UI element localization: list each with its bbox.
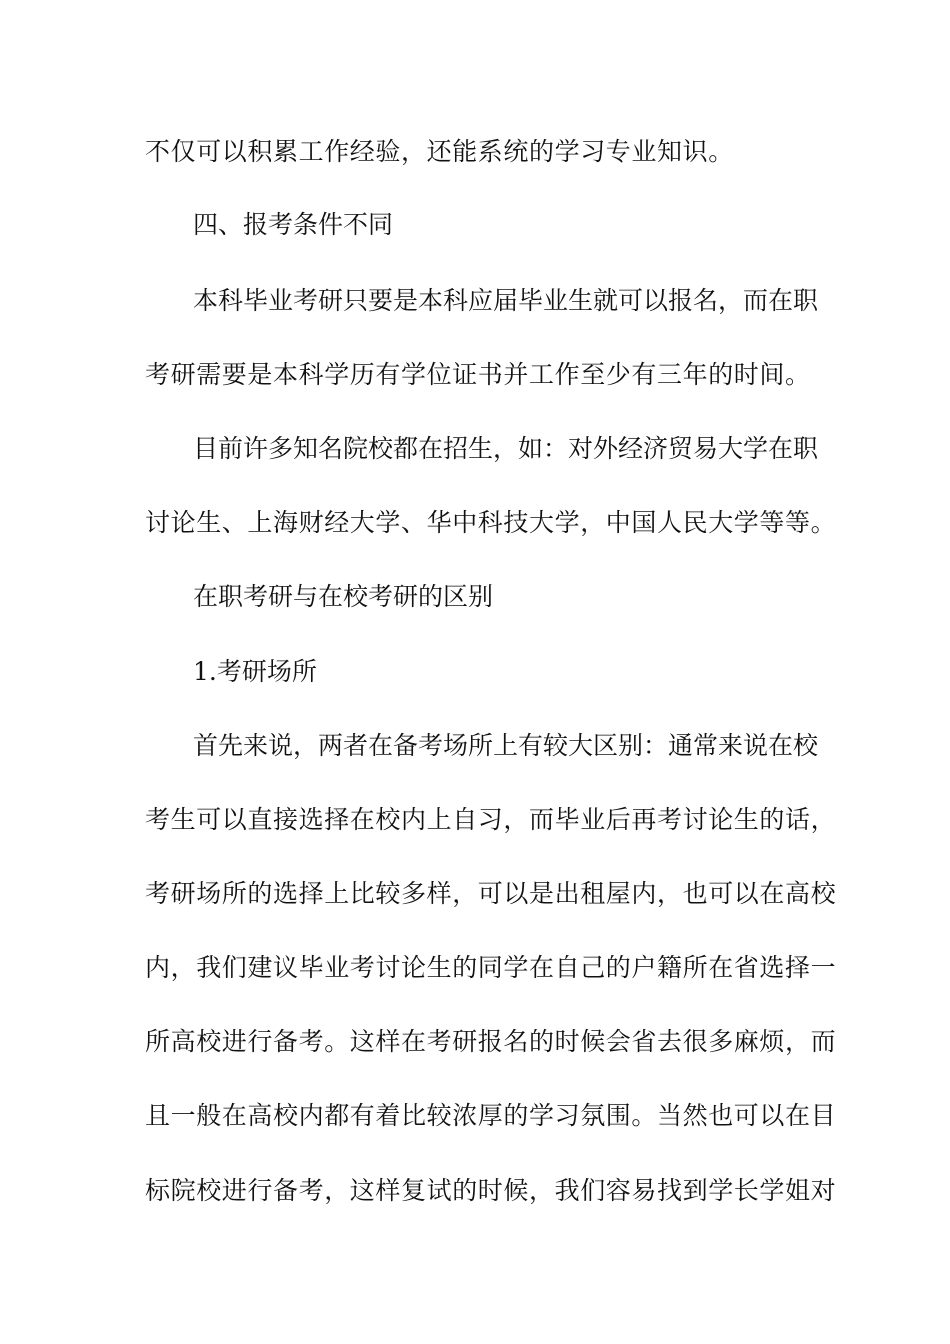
paragraph-first-line: 目前许多知名院校都在招生，如：对外经济贸易大学在职 (193, 434, 819, 463)
body-text-line: 考生可以直接选择在校内上自习，而毕业后再考讨论生的话， (145, 805, 837, 834)
body-text-line: 考研场所的选择上比较多样，可以是出租屋内，也可以在高校 (145, 879, 837, 908)
body-text-line: 且一般在高校内都有着比较浓厚的学习氛围。当然也可以在目 (145, 1101, 837, 1130)
body-text-line: 所高校进行备考。这样在考研报名的时候会省去很多麻烦，而 (145, 1027, 837, 1056)
paragraph-first-line: 本科毕业考研只要是本科应届毕业生就可以报名，而在职 (193, 286, 819, 315)
body-text-line: 不仅可以积累工作经验，还能系统的学习专业知识。 (145, 137, 734, 166)
body-text-line: 讨论生、上海财经大学、华中科技大学，中国人民大学等等。 (145, 508, 837, 537)
body-text-line: 标院校进行备考，这样复试的时候，我们容易找到学长学姐对 (145, 1176, 837, 1205)
paragraph-first-line: 首先来说，两者在备考场所上有较大区别：通常来说在校 (193, 731, 819, 760)
section-heading: 四、报考条件不同 (193, 210, 394, 239)
section-heading: 在职考研与在校考研的区别 (193, 582, 494, 611)
body-text-line: 考研需要是本科学历有学位证书并工作至少有三年的时间。 (145, 360, 811, 389)
body-text-line: 内，我们建议毕业考讨论生的同学在自己的户籍所在省选择一 (145, 953, 837, 982)
subsection-heading: 1.考研场所 (193, 657, 317, 686)
